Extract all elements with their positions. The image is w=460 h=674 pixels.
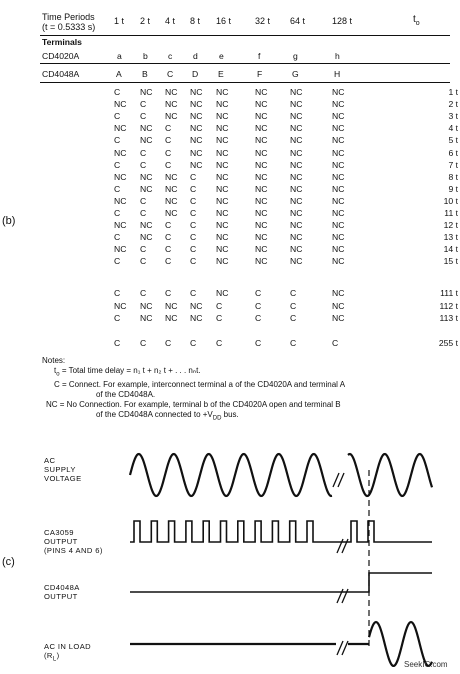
table-cell: NC: [255, 232, 268, 243]
notes-nc-sub: DD: [212, 415, 222, 422]
table-cell: NC: [255, 256, 268, 267]
cd4048a-terminal: A: [116, 69, 122, 79]
notes-nc-line2-text: of the CD4048A connected to +V: [96, 409, 213, 419]
column-header: 2 t: [140, 16, 151, 26]
table-cell: NC: [216, 208, 229, 218]
table-cell: C: [165, 244, 172, 255]
cd4048a-output-line2: OUTPUT: [44, 592, 78, 601]
table-cell: NC: [216, 183, 229, 194]
total-delay-value: 2 t: [448, 99, 458, 110]
column-header: 32 t: [255, 16, 271, 26]
table-cell: C: [190, 171, 197, 182]
total-delay-value: 9 t: [448, 183, 458, 194]
break-mark: [342, 539, 348, 553]
table-cell: C: [255, 313, 262, 323]
table-cell: NC: [255, 220, 268, 231]
table-cell: NC: [290, 256, 303, 267]
table-cell: NC: [140, 220, 153, 231]
notes-c-line1: C = Connect. For example, interconnect terminal a of the CD4020A and terminal A: [54, 379, 346, 389]
table-cell: NC: [255, 111, 268, 122]
notes-c-line2: of the CD4048A.: [96, 389, 156, 399]
time-periods-line1: Time Periods: [42, 12, 95, 22]
cd4048a-terminal: C: [167, 69, 174, 79]
cd4048a-label: CD4048A: [42, 69, 80, 79]
table-cell: NC: [190, 159, 203, 170]
table-cell: C: [290, 313, 297, 323]
table-cell: C: [190, 256, 197, 267]
table-cell: NC: [255, 135, 268, 146]
table-cell: NC: [332, 171, 345, 182]
cd4020a-terminal: e: [219, 51, 224, 61]
table-cell: NC: [190, 111, 203, 122]
cd4020a-terminal: a: [117, 51, 122, 61]
table-cell: C: [190, 338, 197, 348]
cd4048a-terminal: E: [218, 69, 224, 79]
table-cell: NC: [216, 87, 229, 97]
total-delay-value: 15 t: [443, 256, 458, 267]
table-cell: NC: [216, 244, 229, 255]
table-cell: NC: [190, 300, 203, 311]
table-cell: NC: [216, 99, 229, 110]
table-cell: NC: [114, 300, 127, 311]
notes-nc-end: bus.: [221, 409, 239, 419]
table-cell: C: [216, 338, 223, 348]
notes-title: Notes:: [42, 356, 66, 365]
table-cell: NC: [165, 87, 178, 97]
part-b-label: (b): [2, 215, 16, 227]
break-mark: [342, 589, 348, 603]
table-cell: C: [216, 313, 223, 323]
notes-to-def-text: = Total time delay = n₁ t + n₂ t + . . . nₙt.: [61, 366, 201, 375]
total-delay-value: 8 t: [448, 171, 458, 182]
cd4048a-terminal: F: [257, 69, 263, 79]
column-header: 4 t: [165, 16, 176, 26]
total-delay-value: 6 t: [448, 147, 458, 158]
break-mark: [337, 589, 343, 603]
table-cell: NC: [332, 159, 345, 170]
table-cell: C: [114, 135, 121, 146]
time-periods-line2: (t = 0.5333 s): [42, 22, 96, 32]
table-cell: NC: [140, 183, 153, 194]
total-delay-value: 10 t: [443, 195, 458, 206]
table-cell: C: [290, 338, 297, 348]
ac-load-close: ): [56, 651, 60, 660]
ca3059-line3: (PINS 4 AND 6): [44, 546, 103, 555]
total-delay-value: 3 t: [448, 111, 458, 122]
table-cell: NC: [332, 220, 345, 231]
column-header: 128 t: [332, 16, 353, 26]
column-header: 8 t: [190, 16, 201, 26]
table-cell: NC: [216, 220, 229, 231]
table-cell: NC: [290, 135, 303, 146]
table-cell: NC: [332, 256, 345, 267]
table-cell: C: [140, 256, 147, 267]
total-delay-value: 1 t: [448, 87, 458, 97]
table-cell: NC: [332, 313, 345, 323]
total-delay-value: 4 t: [448, 123, 458, 134]
table-cell: NC: [255, 87, 268, 97]
total-delay-value: 111 t: [440, 288, 458, 298]
table-cell: C: [255, 300, 262, 311]
table-cell: NC: [114, 171, 127, 182]
break-mark: [338, 473, 344, 487]
table-cell: NC: [140, 87, 153, 97]
table-cell: NC: [216, 288, 229, 298]
table-cell: C: [140, 288, 147, 298]
table-cell: NC: [332, 87, 345, 97]
table-cell: NC: [332, 135, 345, 146]
table-cell: NC: [255, 183, 268, 194]
table-cell: NC: [290, 171, 303, 182]
table-cell: NC: [190, 147, 203, 158]
terminals-label: Terminals: [42, 37, 82, 47]
table-cell: NC: [255, 147, 268, 158]
table-cell: C: [114, 338, 121, 348]
table-cell: NC: [190, 87, 203, 97]
watermark: SeekIC.com: [404, 660, 448, 669]
table-cell: C: [165, 135, 172, 146]
cd4020a-terminal: d: [193, 51, 198, 61]
total-delay-value: 255 t: [438, 338, 458, 348]
table-cell: C: [114, 159, 121, 170]
table-cell: C: [332, 338, 339, 348]
table-cell: C: [255, 288, 262, 298]
table-cell: NC: [332, 244, 345, 255]
table-cell: C: [114, 313, 121, 323]
table-cell: NC: [165, 111, 178, 122]
cd4020a-terminal: c: [168, 51, 173, 61]
table-cell: C: [114, 256, 121, 267]
ac-supply-line3: VOLTAGE: [44, 474, 82, 483]
total-delay-value: 12 t: [443, 220, 458, 231]
table-cell: C: [140, 208, 147, 218]
ac-supply-waveform: [130, 454, 432, 496]
table-cell: NC: [290, 195, 303, 206]
ac-supply-line2: SUPPLY: [44, 465, 76, 474]
table-cell: NC: [114, 244, 127, 255]
to-header-t: t: [413, 14, 416, 25]
table-cell: NC: [114, 147, 127, 158]
table-cell: NC: [216, 256, 229, 267]
table-cell: NC: [332, 99, 345, 110]
cd4020a-terminal: b: [143, 51, 148, 61]
cd4048a-terminal: H: [334, 69, 341, 79]
table-cell: NC: [140, 313, 153, 323]
table-cell: NC: [216, 147, 229, 158]
table-cell: NC: [165, 313, 178, 323]
table-cell: C: [190, 232, 197, 243]
table-cell: NC: [114, 123, 127, 134]
column-header: 16 t: [216, 16, 232, 26]
ca3059-pulse-train: [130, 521, 432, 542]
table-cell: NC: [290, 220, 303, 231]
table-cell: NC: [290, 159, 303, 170]
table-cell: C: [165, 147, 172, 158]
table-cell: NC: [290, 99, 303, 110]
ac-load-r: (R: [44, 651, 53, 660]
table-cell: NC: [332, 123, 345, 134]
table-cell: C: [140, 159, 147, 170]
break-mark: [333, 473, 339, 487]
table-cell: C: [114, 111, 121, 122]
table-cell: C: [140, 111, 147, 122]
total-delay-value: 7 t: [448, 159, 458, 170]
table-cell: NC: [114, 195, 127, 206]
table-cell: C: [140, 338, 147, 348]
table-cell: C: [114, 87, 121, 97]
table-cell: NC: [255, 171, 268, 182]
ac-load-waveform: [130, 622, 432, 666]
cd4048a-terminal: G: [292, 69, 299, 79]
table-cell: NC: [290, 208, 303, 218]
table-cell: NC: [255, 99, 268, 110]
table-cell: C: [165, 338, 172, 348]
table-cell: C: [290, 288, 297, 298]
table-cell: NC: [165, 171, 178, 182]
table-cell: NC: [216, 135, 229, 146]
table-cell: C: [190, 220, 197, 231]
table-cell: NC: [114, 99, 127, 110]
table-cell: C: [140, 195, 147, 206]
table-cell: NC: [165, 300, 178, 311]
table-cell: NC: [216, 232, 229, 243]
total-delay-value: 13 t: [443, 232, 458, 243]
table-cell: C: [165, 288, 172, 298]
table-cell: C: [140, 99, 147, 110]
break-mark: [337, 641, 343, 655]
table-cell: NC: [332, 147, 345, 158]
cd4048a-output-waveform: [130, 573, 432, 592]
column-header: 64 t: [290, 16, 306, 26]
table-cell: NC: [255, 195, 268, 206]
table-cell: NC: [216, 195, 229, 206]
total-delay-value: 11 t: [444, 208, 458, 218]
table-cell: C: [290, 300, 297, 311]
table-cell: NC: [332, 111, 345, 122]
table-cell: NC: [216, 111, 229, 122]
table-cell: NC: [290, 147, 303, 158]
table-cell: NC: [255, 159, 268, 170]
table-cell: NC: [190, 123, 203, 134]
cd4020a-terminal: f: [258, 51, 261, 61]
table-cell: C: [165, 123, 172, 134]
table-cell: C: [140, 147, 147, 158]
to-header-sub: o: [415, 20, 420, 27]
table-cell: NC: [190, 135, 203, 146]
ca3059-line1: CA3059: [44, 528, 74, 537]
table-cell: C: [140, 244, 147, 255]
break-mark: [342, 641, 348, 655]
cd4048a-output-line1: CD4048A: [44, 583, 80, 592]
table-cell: C: [255, 338, 262, 348]
total-delay-value: 14 t: [443, 244, 458, 255]
break-mark: [337, 539, 343, 553]
table-cell: C: [190, 288, 197, 298]
table-cell: NC: [290, 244, 303, 255]
time-break-marks: [333, 473, 348, 655]
total-delay-value: 112 t: [439, 300, 458, 311]
table-cell: C: [190, 208, 197, 218]
table-cell: NC: [140, 171, 153, 182]
table-cell: NC: [114, 220, 127, 231]
notes-to-def: $t_o$ = Total time delay = n₁ t + n₂ t + . . . nₙt.: [54, 366, 201, 378]
table-cell: NC: [165, 99, 178, 110]
part-c-label: (c): [2, 556, 15, 568]
table-cell: C: [216, 300, 223, 311]
table-cell: C: [190, 195, 197, 206]
table-cell: NC: [216, 171, 229, 182]
table-cell: NC: [165, 183, 178, 194]
table-cell: NC: [255, 244, 268, 255]
table-cell: NC: [290, 87, 303, 97]
table-cell: NC: [190, 313, 203, 323]
table-cell: NC: [332, 300, 345, 311]
notes-nc-line1: NC = No Connection. For example, terminal b of the CD4020A open and terminal B: [46, 399, 341, 409]
total-delay-value: 5 t: [448, 135, 458, 146]
table-cell: NC: [165, 195, 178, 206]
ca3059-line2: OUTPUT: [44, 537, 78, 546]
table-cell: C: [165, 232, 172, 243]
table-cell: NC: [216, 123, 229, 134]
table-cell: NC: [190, 99, 203, 110]
table-cell: NC: [165, 208, 178, 218]
table-cell: C: [190, 244, 197, 255]
table-cell: NC: [140, 123, 153, 134]
table-cell: NC: [332, 183, 345, 194]
table-cell: NC: [140, 300, 153, 311]
cd4020a-terminal: h: [335, 51, 340, 61]
table-cell: NC: [140, 135, 153, 146]
table-cell: C: [165, 159, 172, 170]
table-cell: C: [114, 288, 121, 298]
cd4020a-terminal: g: [293, 51, 298, 61]
table-cell: C: [165, 220, 172, 231]
table-cell: C: [165, 256, 172, 267]
cd4048a-terminal: D: [192, 69, 199, 79]
table-cell: NC: [290, 111, 303, 122]
table-cell: NC: [290, 123, 303, 134]
cd4020a-label: CD4020A: [42, 51, 80, 61]
total-delay-value: 113 t: [439, 313, 458, 323]
table-cell: C: [114, 208, 121, 218]
table-cell: NC: [332, 208, 345, 218]
table-cell: NC: [332, 195, 345, 206]
ac-supply-line1: AC: [44, 456, 56, 465]
cd4048a-terminal: B: [142, 69, 148, 79]
ac-load-line1: AC IN LOAD: [44, 642, 92, 651]
table-cell: NC: [255, 208, 268, 218]
table-cell: NC: [332, 288, 345, 298]
table-cell: NC: [216, 159, 229, 170]
column-header: 1 t: [114, 16, 125, 26]
table-cell: NC: [290, 183, 303, 194]
table-cell: NC: [140, 232, 153, 243]
table-cell: C: [114, 232, 121, 243]
table-cell: C: [190, 183, 197, 194]
table-cell: NC: [290, 232, 303, 243]
ac-load-sub: L: [52, 656, 57, 663]
table-cell: NC: [255, 123, 268, 134]
table-cell: NC: [332, 232, 345, 243]
table-cell: C: [114, 183, 121, 194]
